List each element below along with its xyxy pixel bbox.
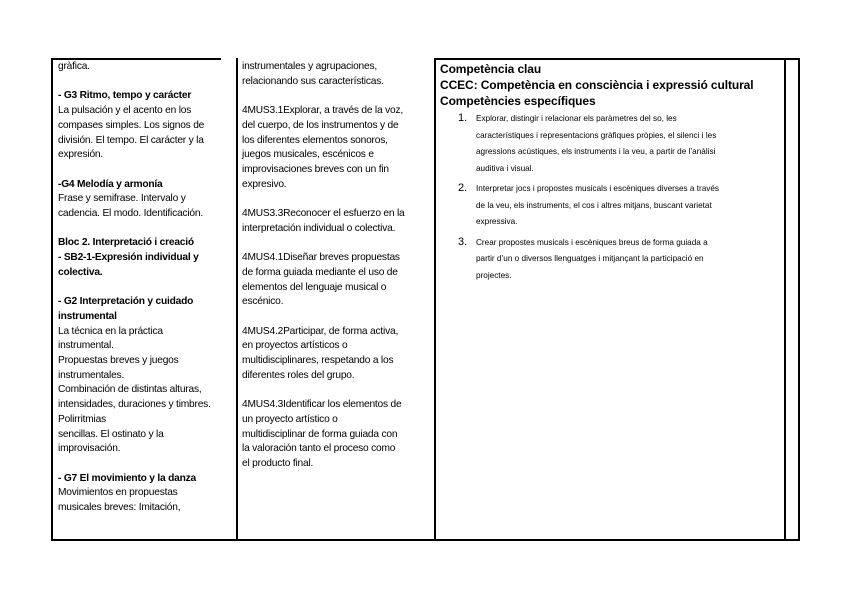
blank-line	[58, 222, 234, 237]
list-number: 1.	[458, 112, 468, 124]
text-line: 4MUS3.1Explorar, a través de la voz,	[242, 105, 403, 117]
blank-line	[242, 89, 432, 104]
text-line: 4MUS3.3Reconocer el esfuerzo en la	[242, 208, 405, 219]
text-line: Propuestas breves y juegos	[58, 355, 179, 366]
column-content-blocks	[58, 60, 234, 516]
text-line: expresivo.	[242, 178, 287, 190]
text-line: interpretación individual o colectiva.	[242, 222, 396, 234]
text-line: - G2 Interpretación y cuidado	[58, 296, 194, 308]
text-line: - SB2-1-Expresión individual y	[58, 252, 199, 264]
table-border-top-right	[434, 58, 800, 60]
text-line: en proyectos artísticos o	[242, 340, 348, 352]
text-line: sencillas. El ostinato y la	[58, 428, 164, 440]
text-line: 4MUS4.2Participar, de forma activa,	[242, 325, 399, 337]
blank-line	[242, 383, 432, 398]
text-line: colectiva.	[58, 266, 103, 278]
text-line: improvisaciones breves con un fin	[242, 163, 389, 175]
text-line: intensidades, duraciones y timbres.	[58, 399, 211, 411]
text-line: los diferentes elementos sonoros,	[242, 134, 388, 146]
text-line: multidisciplinares, respetando a los	[242, 355, 394, 366]
blank-line	[58, 75, 234, 90]
text-line: juegos musicales, escénicos e	[242, 149, 374, 161]
text-line: diferentes roles del grupo.	[242, 369, 355, 381]
text-line: improvisación.	[58, 443, 121, 455]
competence-item	[440, 181, 780, 231]
column-divider-2	[434, 58, 436, 539]
blank-line	[58, 163, 234, 178]
competence-text-line: Crear propostes musicals i escèniques breus de forma guiada a	[476, 237, 708, 247]
text-line: 4MUS4.1Diseñar breves propuestas	[242, 252, 400, 264]
text-line: - G7 El movimiento y la danza	[58, 472, 196, 484]
column-divider-3	[784, 58, 786, 539]
text-line: la valoración tanto el proceso como	[242, 443, 396, 455]
text-line: Combinación de distintas alturas,	[58, 384, 202, 396]
text-line: 4MUS4.3Identificar los elementos de	[242, 399, 402, 411]
column-competences	[440, 61, 780, 288]
blank-line	[58, 281, 234, 296]
text-line: instrumental.	[58, 340, 114, 352]
column-evaluation-criteria	[242, 60, 432, 472]
competence-text-line: projectes.	[476, 270, 512, 280]
blank-line	[242, 192, 432, 207]
text-line: instrumentales.	[58, 369, 125, 381]
text-line: cadencia. El modo. Identificación.	[58, 208, 203, 219]
competence-text-line: expressiva.	[476, 217, 518, 226]
table-border-right	[798, 58, 800, 539]
blank-line	[242, 236, 432, 251]
text-line: La pulsación y el acento en los	[58, 105, 192, 117]
competence-text-line: característiques i representacions gràfiques pròpies, el silenci i les	[476, 130, 717, 140]
blank-line	[242, 310, 432, 325]
text-line: de forma guiada mediante el uso de	[242, 266, 398, 278]
text-line: elementos del lenguaje musical o	[242, 281, 387, 293]
list-number: 3.	[458, 235, 468, 248]
curriculum-table	[51, 58, 800, 541]
competence-text-line: Explorar, distingir i relacionar els paràmetres del so, les	[476, 114, 677, 123]
competence-text-line: auditiva i visual.	[476, 163, 534, 173]
competence-text-line: de la veu, els instruments, el cos i altres mitjans, buscant varietat	[476, 200, 712, 210]
competence-item	[440, 235, 780, 285]
text-line: Frase y semifrase. Intervalo y	[58, 193, 186, 205]
text-line: instrumental	[58, 310, 117, 322]
text-line: el producto final.	[242, 457, 314, 469]
list-number: 2.	[458, 182, 468, 194]
text-line: expresión.	[58, 149, 104, 161]
specific-competences-heading: Competències específiques	[440, 94, 596, 108]
text-line: Movimientos en propuestas	[58, 487, 178, 499]
competence-text-line: partir d’un o diversos llenguatges i mitjançant la participació en	[476, 254, 704, 263]
competence-item	[440, 111, 780, 177]
text-line: un proyecto artístico o	[242, 413, 338, 425]
text-line: -G4 Melodía y armonía	[58, 178, 163, 190]
competence-text-line: agressions acústiques, els instruments i la veu, a partir de l’anàlisi	[476, 147, 716, 156]
text-line: relacionando sus características.	[242, 75, 384, 87]
ccec-heading: CCEC: Competència en consciència i expressió cultural	[440, 78, 754, 92]
text-line: multidisciplinar de forma guiada con	[242, 428, 398, 440]
competence-text-line: Interpretar jocs i propostes musicals i escèniques diverses a través	[476, 184, 720, 193]
text-line: instrumentales y agrupaciones,	[242, 61, 378, 72]
key-competence-heading: Competència clau	[440, 62, 542, 76]
specific-competences-list	[440, 111, 780, 284]
text-line: Bloc 2. Interpretació i creació	[58, 237, 194, 249]
text-line: del cuerpo, de los instrumentos y de	[242, 119, 399, 131]
text-line: Polirritmias	[58, 413, 106, 425]
table-border-left	[51, 58, 53, 539]
text-line: compases simples. Los signos de	[58, 119, 205, 131]
column-divider-1	[236, 58, 238, 539]
text-line: La técnica en la práctica	[58, 325, 163, 337]
text-line: musicales breves: Imitación,	[58, 502, 181, 514]
text-line: división. El tempo. El carácter y la	[58, 134, 204, 146]
blank-line	[58, 457, 234, 472]
text-line: - G3 Ritmo, tempo y carácter	[58, 90, 192, 102]
text-line: gràfica.	[58, 61, 90, 72]
text-line: escénico.	[242, 296, 284, 308]
